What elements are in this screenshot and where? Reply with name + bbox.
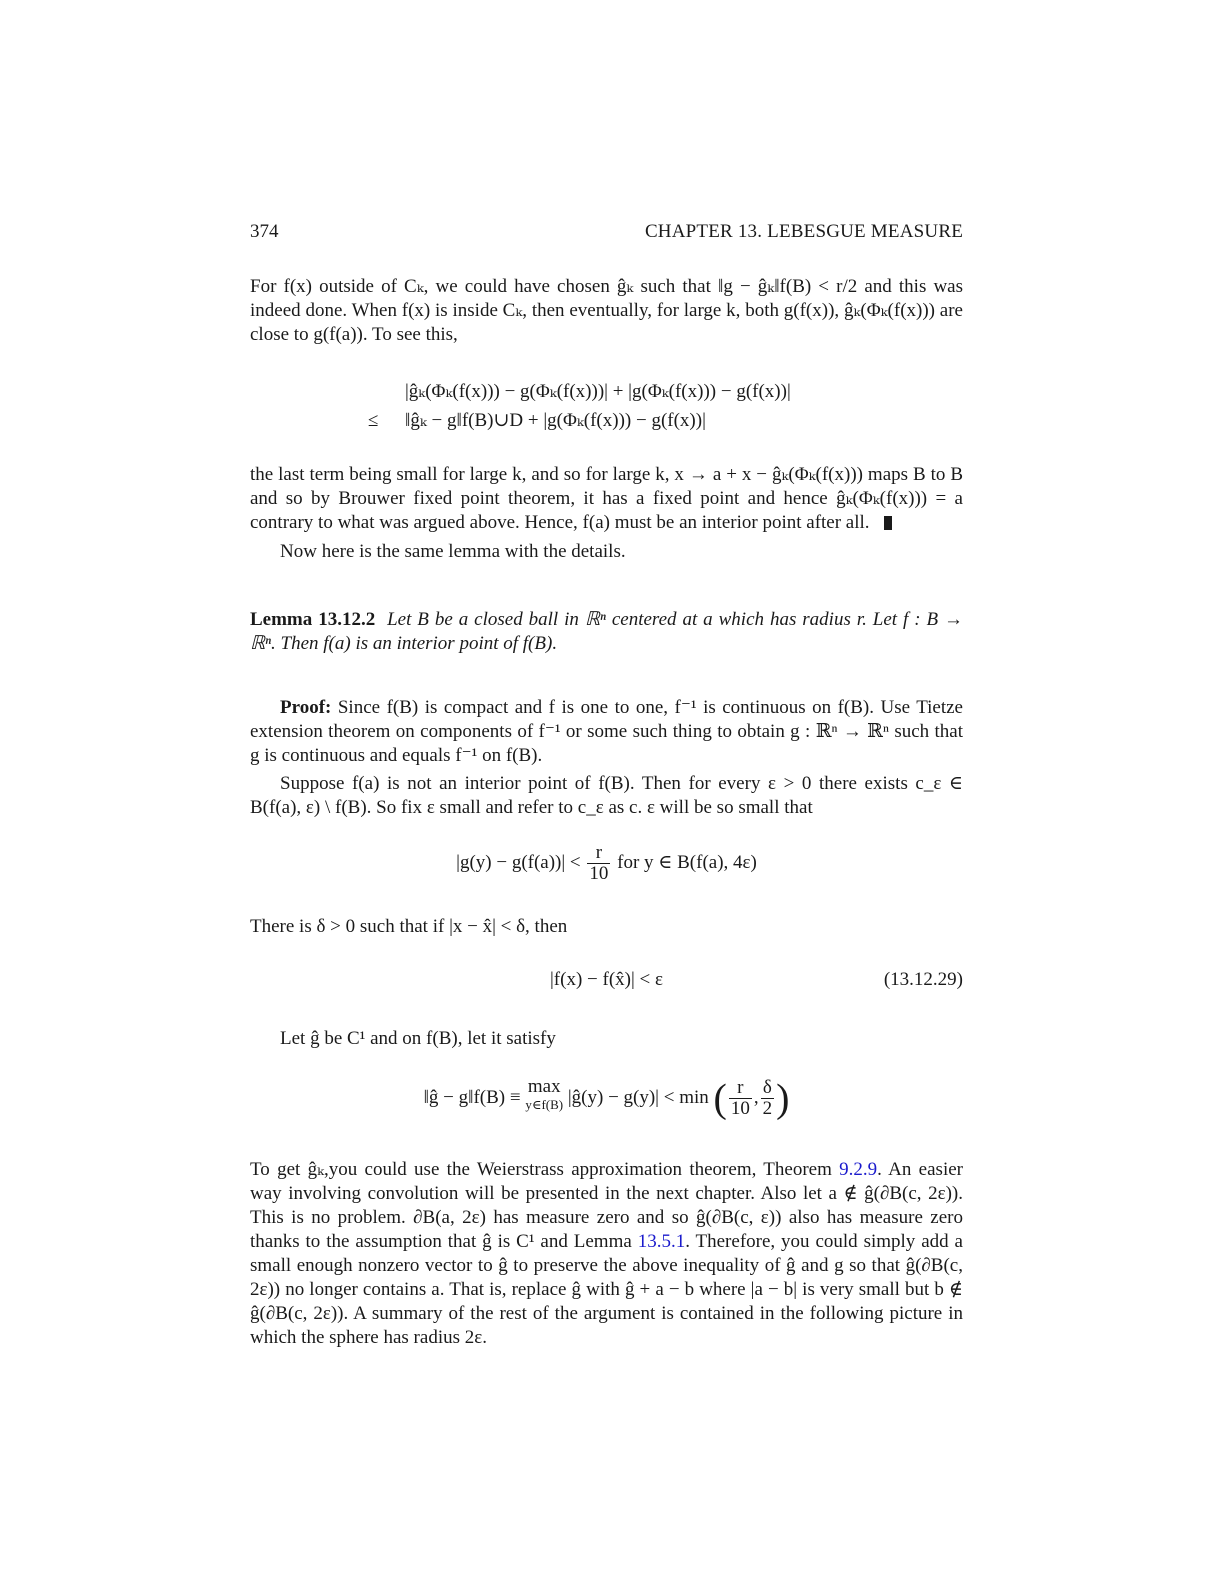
display-equation-4: ‖ĝ − g‖f(B) ≡ max y∈f(B) |ĝ(y) − g(y)| < min ( $\frac{r}{10}$ , $\frac{\delta}{2}$ ) <box>423 1075 790 1121</box>
equation-line-2: ‖ĝₖ − g‖f(B)∪D + |g(Φₖ(f(x))) − g(f(x))| <box>405 410 706 431</box>
equation-left: ‖ĝ − g‖f(B) ≡ <box>423 1087 521 1108</box>
paragraph-let-g <box>250 1027 963 1051</box>
theorem-link[interactable]: 9.2.9 <box>839 1159 878 1180</box>
paragraph-text: the last term being small for large k, and so for large k, x → a + x − ĝₖ(Φₖ(f(x))) maps B to B and so by Brouwer fixed point theorem, it has a fixed point and hence ĝₖ(Φₖ(f(x))) = a contrary to what was argued above. Hence, f(a) must be an interior point after all. <box>250 464 963 533</box>
paragraph-weierstrass <box>250 1158 963 1350</box>
equation-middle: |ĝ(y) − g(y)| < min <box>567 1087 709 1108</box>
paragraph-suppose <box>250 772 963 820</box>
max-operator <box>525 1078 563 1114</box>
proof-block <box>250 696 963 768</box>
paragraph-text: . Therefore, you could simply add a small enough nonzero vector to ĝ to preserve the above inequality of ĝ and g so that ĝ(∂B(c, 2ε)) no longer contains a. That is, replace ĝ with ĝ + a − b where |a − b| is very small but b ∉ ĝ(∂B(c, 2ε)). A summary of the rest of the argument is contained in the following picture in which the sphere has radius 2ε. <box>250 1231 963 1348</box>
proof-label: Proof: <box>280 697 332 718</box>
fraction-r-over-10 <box>729 1078 752 1119</box>
lemma-statement: Let B be a closed ball in ℝⁿ centered at a which has radius r. Let f : B → ℝⁿ. Then f(a) is an interior point of f(B). <box>250 609 963 654</box>
paragraph-text: For f(x) outside of Cₖ, we could have chosen ĝₖ such that ‖g − ĝₖ‖f(B) < r/2 and this was indeed done. When f(x) is inside Cₖ, then eventually, for large k, both g(f(x)), ĝₖ(Φₖ(f(x))) are close to g(f(a)). To see this, <box>250 276 963 345</box>
leq-symbol: ≤ <box>368 410 379 431</box>
fraction-delta-over-2 <box>761 1078 775 1119</box>
chapter-title: CHAPTER 13. LEBESGUE MEASURE <box>644 221 963 242</box>
paragraph-text: There is δ > 0 such that if |x − x̂| < δ, then <box>250 916 568 937</box>
paragraph-delta <box>250 915 963 939</box>
paragraph-intro <box>250 275 963 347</box>
equation-line-1: |ĝₖ(Φₖ(f(x))) − g(Φₖ(f(x)))| + |g(Φₖ(f(x))) − g(f(x))| <box>405 381 791 402</box>
paragraph-text: Now here is the same lemma with the details. <box>280 541 626 562</box>
equation-body: |f(x) − f(x̂)| < ε <box>550 969 663 990</box>
paragraph-text: Suppose f(a) is not an interior point of f(B). Then for every ε > 0 there exists c_ε ∈ B(f(a), ε) \ f(B). So fix ε small and refer to c_ε as c. ε will be so small that <box>250 773 963 818</box>
lemma-link[interactable]: 13.5.1 <box>637 1231 686 1252</box>
max-label: max <box>527 1076 561 1097</box>
lemma-block <box>250 608 963 656</box>
proof-text: Since f(B) is compact and f is one to one, f⁻¹ is continuous on f(B). Use Tietze extension theorem on components of f⁻¹ or some such thing to obtain g : ℝⁿ → ℝⁿ such that g is continuous and equals f⁻¹ on f(B). <box>250 697 963 766</box>
lemma-label: Lemma 13.12.2 <box>250 609 376 630</box>
paragraph-text: . An easier way involving convolution will be presented in the next chapter. Also let a ∉ ĝ(∂B(c, 2ε)). This is no problem. ∂B(a, 2ε) has measure zero and so ĝ(∂B(c, ε)) also has measure zero thanks to the assumption that ĝ is C¹ and Lemma <box>250 1159 963 1252</box>
equation-number: (13.12.29) <box>883 969 963 990</box>
max-subscript: y∈f(B) <box>525 1097 564 1112</box>
fraction-denominator: 10 <box>589 863 609 884</box>
fraction-r-over-10 <box>587 843 610 884</box>
left-paren: ( <box>713 1075 727 1121</box>
equation-left: |g(y) − g(f(a))| < <box>456 851 581 873</box>
display-equation-2 <box>250 843 963 884</box>
fraction-numerator: r <box>729 1078 752 1099</box>
fraction-denominator: 10 <box>730 1098 750 1120</box>
running-header <box>250 220 963 244</box>
fraction-denominator: 2 <box>762 1098 773 1120</box>
qed-symbol <box>884 516 892 530</box>
paragraph-brouwer <box>250 463 963 535</box>
fraction-numerator: δ <box>761 1078 775 1099</box>
display-equation-3 <box>250 968 963 992</box>
right-paren: ) <box>776 1075 790 1121</box>
page-number: 374 <box>250 221 279 242</box>
equation-right: for y ∈ B(f(a), 4ε) <box>617 851 757 873</box>
paragraph-text: To get ĝₖ,you could use the Weierstrass approximation theorem, Theorem <box>250 1159 840 1180</box>
paragraph-text: Let ĝ be C¹ and on f(B), let it satisfy <box>280 1028 556 1049</box>
paragraph-transition <box>250 540 963 564</box>
fraction-numerator: r <box>587 843 610 864</box>
